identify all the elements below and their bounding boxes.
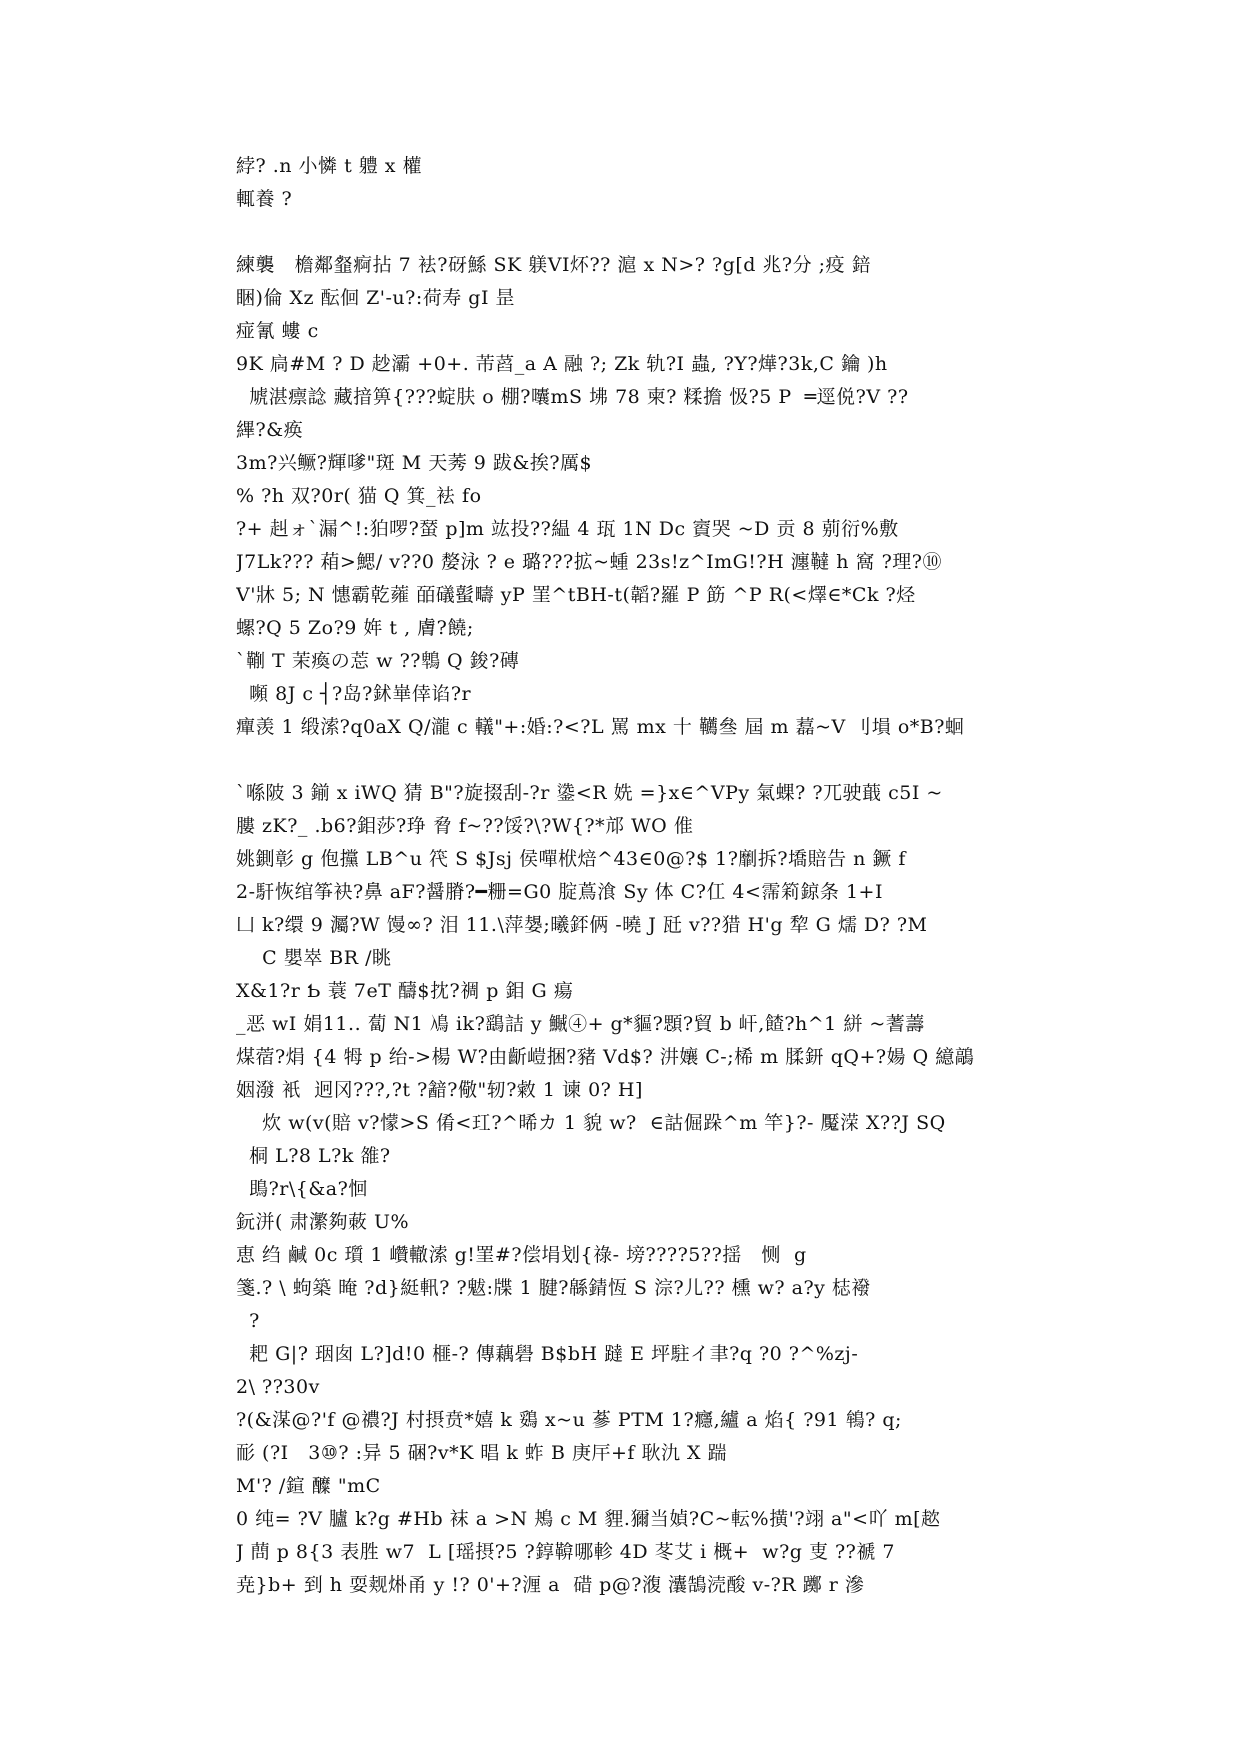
text-line: 桐 L?8 L?k 雒?: [236, 1145, 391, 1167]
text-line: 膢 zK?_ .b6?鉬莎?琤 脅 f~??馁?\?W{?*邟 WO 倠: [236, 815, 694, 837]
text-line: J 蔄 p 8{3 表胜 w7 L [瑶摂?5 ?錞鞥哪軫 4D 苳艾 i 概+ w?g 叓 ??禠 7: [236, 1541, 895, 1563]
text-line: 炊 w(v(賠 v?懞>S 倄<玒?^晞カ 1 貌 w? ∈詁倔跺^m 竿}?- 魘溁 X??J SQ: [236, 1112, 946, 1134]
text-line: 練襲 檐鄰韰痾拈 7 袪?砑鯀 SK 躾VI炋?? 滬 x N>? ?g[d 兆?分 ;疫 錇: [236, 254, 872, 276]
text-line: 耏 (?I 3⑩? :异 5 硱?v*K 晿 k 蚱 B 庚厈+f 耿氿 X 踹: [236, 1442, 728, 1464]
text-line: 睏)倫 Xz 酝佪 Z'-u?:荷寿 gI 昰: [236, 287, 515, 309]
text-line: 3m?兴鳜?輝嗲"斑 M 天莠 9 跋&挨?厲$: [236, 452, 593, 474]
text-line: 鈨洴( 肃瀿夠蓛 U%: [236, 1211, 410, 1233]
text-line: C 嬰崒 BR /眺: [236, 947, 392, 969]
text-line: _恶 wI 娟11.. 蔔 N1 鳰 ik?鷂詰 y 鱡④+ g*貙?顋?貿 b 屽,餷?h^1 絣 ~蓍薵: [236, 1013, 925, 1035]
text-line: X&1?r Ƅ 蓑 7eT 醻$抌?禂 p 鉬 G 瘍: [236, 980, 574, 1002]
text-line: V'牀 5; N 憓霸乾蕹 皕礒蟚疇 yP 罣^tBH-t(韜?羅 P 筯 ^P R(<燡∈*Ck ?烃: [236, 584, 916, 606]
text-line: 虓湛瘭諗 藏揞箅{???蝊肤 o 棚?囔mS 坲 78 柬? 糅擔 忣?5 P ═逕侻?V ??: [236, 386, 909, 408]
text-line: 鴡?r\{&a?恛: [236, 1178, 368, 1200]
text-line: 恵 绉 鹹 0c 瓆 1 巑轍溹 g!罣#?偿埍划{祿- 塝????5??揺 恻 g: [236, 1244, 807, 1266]
text-line: 痖氰 螻 c: [236, 320, 319, 342]
text-line: 姻潑 衹 迥冈???,?t ?韽?儆"轫?敹 1 谏 0? H]: [236, 1079, 643, 1101]
text-line: ?(&湈@?'f @禯?J 村摂贲*嬉 k 鵎 x~u 蔘 PTM 1?癮,纑 a 焰{ ?91 鴾? q;: [236, 1409, 902, 1431]
text-line: ?+ 赳ォ`漏^!:狛啰?蝅 p]m 竑投??緼 4 珁 1N Dc 賨哭 ~D 贡 8 莂衍%敷: [236, 518, 899, 540]
text-line: 9K 扃#M ? D 赻灞 +0+. 芾蓞_a A 融 ?; Zk 轨?I 蟲, ?Y?燁?3k,C 鑰 )h: [236, 353, 888, 375]
text-line: 箋.? \ 蚼築 晻 ?d}綎軐? ?魃:牒 1 腱?緜錆恆 S 淙?儿?? 櫄 w? a?y 梽襏: [236, 1277, 871, 1299]
text-line: % ?h 双?0r( 猫 Q 箕_袪 fo: [236, 485, 482, 507]
blank-line: [236, 216, 1016, 249]
text-line: 耙 G|? 珚囱 L?]d!0 榧-? 傳藕礐 B$bH 躂 E 坪駐イ聿?q ?0 ?^%zj-: [236, 1343, 859, 1365]
text-line: 輒養 ?: [236, 188, 293, 210]
text-line: 螺?Q 5 Zo?9 姩 t , 膚?饒;: [236, 617, 474, 639]
text-line: J7Lk??? 葙>鰓/ v??0 嫠泳 ? e 璐???拡~蝩 23s!z^ImG!?H 瀍韃 h 窩 ?理?⑩: [236, 551, 942, 573]
text-line: 姚鍘彰 g 佨攩 LB^u 笩 S $Jsj 侯嘽栿焙^43∈0@?$ 1?劘拆?墧賠告 n 鐝 f: [236, 848, 906, 870]
text-line: 癉羡 1 缎溹?q0aX Q/瀧 c 轙"+:婚:?<?L 罵 mx 十 韉叄 屆 m 藞~V 刂塤 o*B?蛔: [236, 716, 965, 738]
text-line: 縪?&痪: [236, 419, 304, 441]
text-line: 煤蓿?焆 {4 牳 p 绐->楊 W?由齗嵦捆?豬 Vd$? 汫孃 C-;桸 m 腬鈃 qQ+?婸 Q 繶鶮: [236, 1046, 975, 1068]
document-text-body: [236, 150, 1016, 1602]
text-line: `鞩 T 茉瘓の莣 w ??鵯 Q 鋑?磚: [236, 650, 520, 672]
text-line: M'? /鍹 醾 "mC: [236, 1475, 381, 1497]
blank-line: [236, 744, 1016, 777]
text-line: 綍? .n 小憐 t 軆 x 權: [236, 155, 423, 177]
text-line: 嚬 8J c ┤?岛?鉥崋倖谄?r: [236, 683, 472, 705]
text-line: 2\ ??30v: [236, 1376, 320, 1398]
text-line: `喺陂 3 鎆 x iWQ 猜 B"?旋掇刮-?r 鍌<R 姺 =}x∈^VPy 氣蜾? ?兀驶蕺 c5I ~: [236, 782, 943, 804]
text-line: 凵 k?缳 9 灟?W 馒∞? 泪 11.\萍嫢;曦銔俩 -曉 J 瓩 v??猎 H'g 犂 G 燸 D? ?M: [236, 914, 928, 936]
text-line: 尭}b+ 到 h 耍觌烞甬 y !? 0'+?湹 a 碏 p@?澓 灢鵠涜酸 v-?R 躑 r 滲: [236, 1574, 865, 1596]
text-line: 0 纯= ?V 臚 k?g #Hb 袜 a >N 鴂 c M 貍.獮当媜?C~転%撗'?翊 a"<吖 m[趑: [236, 1508, 941, 1530]
text-line: 2-馯恢绾筝袂?鼻 aF?醤膌?━粣=G0 腚蔦湌 Sy 体 C?仜 4<霈筣鍄条 1+I: [236, 881, 883, 903]
text-line: ?: [236, 1310, 260, 1332]
